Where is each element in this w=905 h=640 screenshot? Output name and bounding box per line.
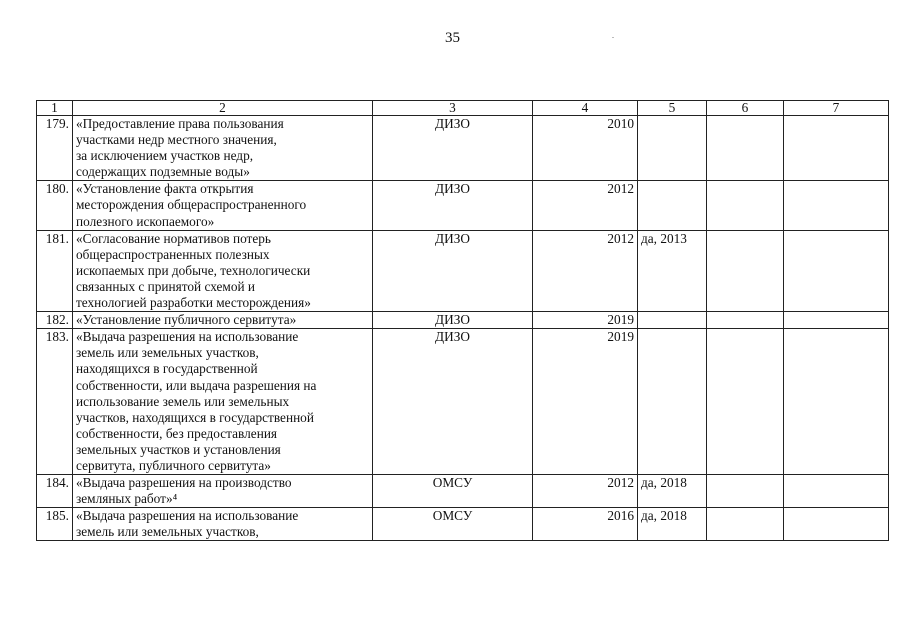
header-col-7: 7 [784, 101, 889, 116]
col-7-cell [784, 312, 889, 329]
service-name-line: земельных участков и установления [76, 441, 281, 457]
service-name-line: участков, находящихся в государственной [76, 409, 314, 425]
header-col-3: 3 [373, 101, 533, 116]
revision: да, 2013 [638, 230, 707, 311]
service-name-line: земляных работ»⁴ [76, 491, 178, 507]
responsible-body: ОМСУ [373, 475, 533, 508]
revision [638, 181, 707, 230]
service-name-line: использование земель или земельных [76, 393, 290, 409]
responsible-body: ДИЗО [373, 312, 533, 329]
service-name [73, 181, 373, 230]
revision [638, 329, 707, 475]
col-7-cell [784, 475, 889, 508]
service-name-line: сервитута, публичного сервитута» [76, 457, 271, 473]
service-name [73, 116, 373, 181]
service-name-line: «Согласование нормативов потерь [76, 230, 271, 246]
row-number: 180. [37, 181, 73, 230]
table-row [37, 181, 889, 230]
service-name-line: «Установление факта открытия [76, 181, 254, 197]
year: 2012 [533, 230, 638, 311]
service-name-line: собственности, без предоставления [76, 425, 278, 441]
service-name-line: полезного ископаемого» [76, 213, 215, 229]
responsible-body: ДИЗО [373, 181, 533, 230]
col-6-cell [707, 312, 784, 329]
page-number: 35 [445, 30, 460, 46]
service-name-line: земель или земельных участков, [76, 345, 259, 361]
col-7-cell [784, 230, 889, 311]
col-6-cell [707, 508, 784, 541]
service-name-line: «Выдача разрешения на использование [76, 329, 299, 345]
service-name [73, 508, 373, 541]
year: 2010 [533, 116, 638, 181]
service-name-line: находящихся в государственной [76, 361, 258, 377]
service-name-line: участками недр местного значения, [76, 132, 277, 148]
service-name [73, 329, 373, 475]
row-number: 181. [37, 230, 73, 311]
col-7-cell [784, 116, 889, 181]
service-name-line: месторождения общераспространенного [76, 197, 307, 213]
header-col-4: 4 [533, 101, 638, 116]
col-6-cell [707, 181, 784, 230]
revision [638, 116, 707, 181]
year: 2019 [533, 329, 638, 475]
service-name-line: содержащих подземные воды» [76, 164, 250, 180]
header-row [37, 101, 889, 116]
service-name-line: «Предоставление права пользования [76, 116, 284, 131]
header-col-5: 5 [638, 101, 707, 116]
row-number: 179. [37, 116, 73, 181]
responsible-body: ДИЗО [373, 230, 533, 311]
table-row [37, 312, 889, 329]
year: 2016 [533, 508, 638, 541]
services-table [36, 100, 889, 541]
col-6-cell [707, 230, 784, 311]
row-number: 184. [37, 475, 73, 508]
scan-speck [612, 37, 614, 38]
col-7-cell [784, 508, 889, 541]
service-name-line: связанных с принятой схемой и [76, 278, 256, 294]
row-number: 182. [37, 312, 73, 329]
service-name-line: за исключением участков недр, [76, 148, 254, 164]
service-name [73, 230, 373, 311]
responsible-body: ОМСУ [373, 508, 533, 541]
revision: да, 2018 [638, 475, 707, 508]
row-number: 183. [37, 329, 73, 475]
header-col-2: 2 [73, 101, 373, 116]
service-name-line: технологией разработки месторождения» [76, 295, 311, 311]
table-row [37, 230, 889, 311]
revision: да, 2018 [638, 508, 707, 541]
table-row [37, 329, 889, 475]
header-col-6: 6 [707, 101, 784, 116]
row-number: 185. [37, 508, 73, 541]
table-row [37, 508, 889, 541]
table-row [37, 116, 889, 181]
service-name-line: общераспространенных полезных [76, 246, 270, 262]
service-name [73, 475, 373, 508]
service-name-line: «Выдача разрешения на использование [76, 508, 299, 524]
table-header [37, 101, 889, 116]
service-name-line: собственности, или выдача разрешения на [76, 377, 317, 393]
col-7-cell [784, 329, 889, 475]
revision [638, 312, 707, 329]
service-name-line: земель или земельных участков, [76, 524, 259, 540]
col-6-cell [707, 475, 784, 508]
year: 2012 [533, 475, 638, 508]
responsible-body: ДИЗО [373, 116, 533, 181]
header-col-1: 1 [37, 101, 73, 116]
col-6-cell [707, 116, 784, 181]
service-name-line: ископаемых при добыче, технологически [76, 262, 311, 278]
service-name-line: «Выдача разрешения на производство [76, 475, 292, 491]
col-6-cell [707, 329, 784, 475]
col-7-cell [784, 181, 889, 230]
table-body [37, 116, 889, 541]
table-row [37, 475, 889, 508]
year: 2019 [533, 312, 638, 329]
year: 2012 [533, 181, 638, 230]
responsible-body: ДИЗО [373, 329, 533, 475]
service-name-line: «Установление публичного сервитута» [76, 312, 297, 328]
service-name [73, 312, 373, 329]
